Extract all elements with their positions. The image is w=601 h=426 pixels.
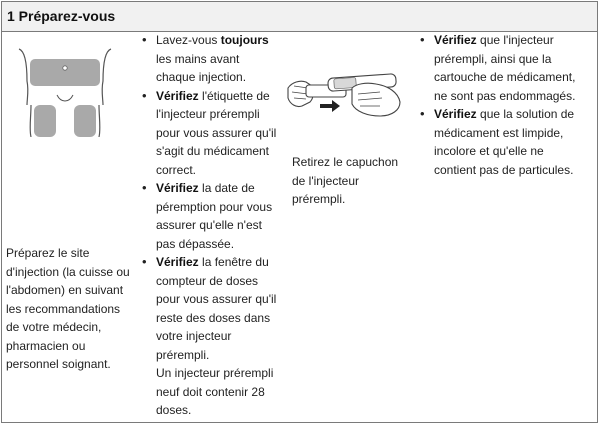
list-item: • Vérifiez que la solution de médicament est limpide, incolore et qu'elle ne contient pas de particules. bbox=[417, 105, 587, 179]
inspection-checklist bbox=[417, 31, 587, 179]
section-title: 1 Préparez-vous bbox=[7, 8, 116, 24]
list-item: • Vérifiez la fenêtre du compteur de doses pour vous assurer qu'il reste des doses dans votre injecteur prérempli. bbox=[139, 253, 279, 364]
dose-count-note: Un injecteur prérempli neuf doit contenir 28 doses. bbox=[156, 366, 274, 417]
list-item: • Vérifiez que l'injecteur prérempli, ainsi que la cartouche de médicament, ne sont pas endommagés. bbox=[417, 31, 587, 105]
list-item: • Lavez-vous toujours les mains avant chaque injection. bbox=[139, 31, 279, 87]
injection-sites-diagram bbox=[17, 41, 113, 137]
remove-cap-illustration bbox=[284, 68, 404, 122]
remove-cap-text: Retirez le capuchon de l'injecteur prérempli. bbox=[292, 155, 399, 206]
list-item: • Vérifiez l'étiquette de l'injecteur prérempli pour vous assurer qu'il s'agit du médicament correct. bbox=[139, 87, 279, 180]
list-item: • Vérifiez la date de péremption pour vous assurer qu'elle n'est pas dépassée. bbox=[139, 179, 279, 253]
injection-site-text: Préparez le site d'injection (la cuisse ou l'abdomen) en suivant les recommandations de votre médecin, pharmacien ou personnel soignant. bbox=[6, 246, 130, 371]
preparation-checklist bbox=[139, 31, 279, 420]
section-header bbox=[2, 2, 597, 32]
